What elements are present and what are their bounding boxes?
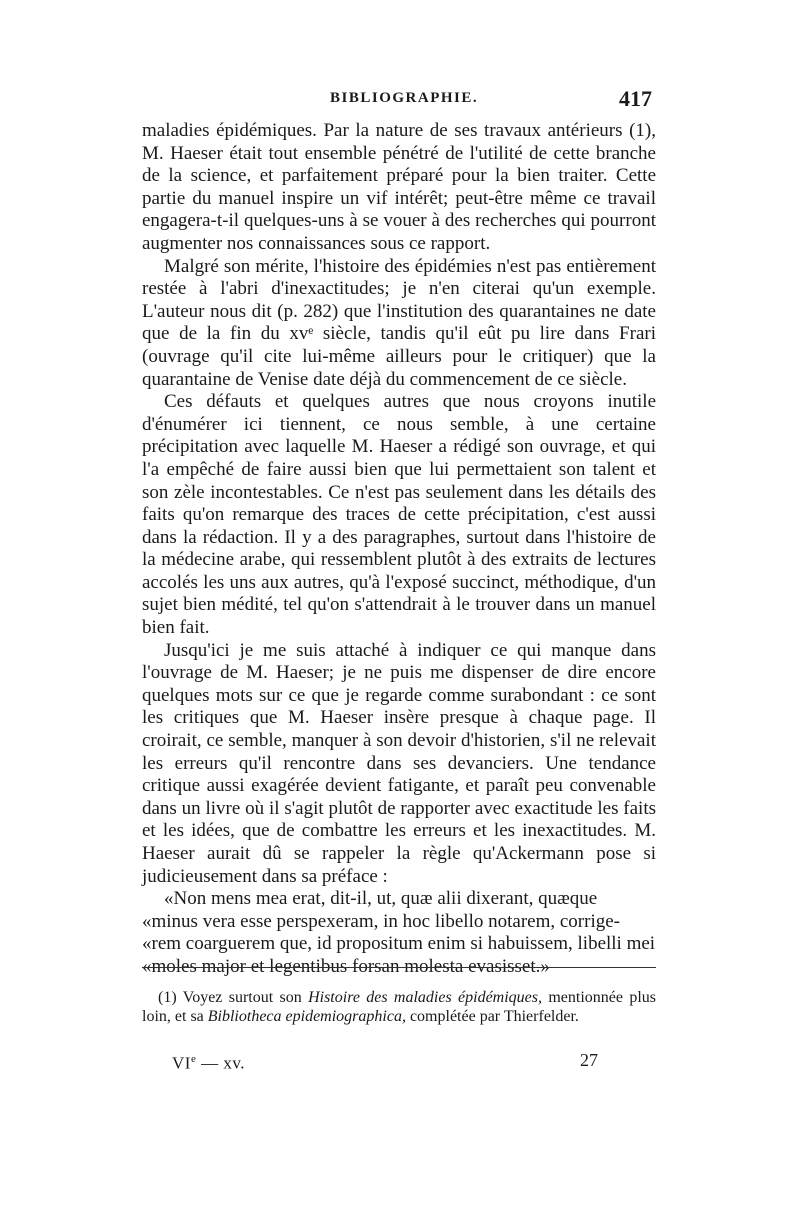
running-head: BIBLIOGRAPHIE. <box>330 90 479 106</box>
page-header <box>140 86 660 116</box>
signature-number: 27 <box>580 1050 598 1070</box>
page-number: 417 <box>619 86 652 111</box>
quote-line: «Non mens mea erat, dit-il, ut, quæ alii dixerant, quæque <box>164 888 598 910</box>
paragraph: maladies épidémiques. Par la nature de ses travaux antérieurs (1), M. Haeser était tout ensemble pénétré de l'utilité de cette branche de la science, et parfaitement préparé pour la bien traiter. Cette partie du manuel inspire un vif intérêt; peut-être même ce travail engagera-t-il quelques-uns à se vouer à des recherches qui pourront augmenter nos connaissances sous ce rapport. <box>142 120 656 254</box>
latin-quote <box>142 888 656 978</box>
signature-sheet-sup: e <box>190 1053 197 1065</box>
paragraph: Jusqu'ici je me suis attaché à indiquer ce qui manque dans l'ouvrage de M. Haeser; je ne puis me dispenser de dire encore quelques mots sur ce que je regarde comme surabondant : ce sont les critiques que M. Haeser insère presque à chaque page. Il croirait, ce semble, manquer à son devoir d'historien, s'il ne relevait les erreurs qu'il rencontre dans ses devanciers. Une tendance critique aussi exagérée devient fatigante, et paraît peu convenable dans un livre où il s'agit plutôt de rapporter avec exactitude les faits et les idées, que de combattre les erreurs et les inexactitudes. M. Haeser aurait dû se rappeler la règle qu'Ackermann pose si judicieusement dans sa préface : <box>142 639 656 887</box>
footnote-divider <box>142 967 656 968</box>
main-text <box>142 120 656 979</box>
footnote-prefix: (1) Voyez surtout son <box>158 989 309 1006</box>
quote-line: «rem coarguerem que, id propositum enim si habuissem, libelli mei <box>142 933 656 955</box>
signature-mark <box>172 1053 245 1074</box>
paragraph: Ces défauts et quelques autres que nous croyons inutile d'énumérer ici tiennent, ce nous semble, à une certaine précipitation avec laquelle M. Haeser a rédigé son ouvrage, et qui l'a empêché de faire aussi bien que lui permettaient son talent et son zèle incontestables. Ce n'est pas seulement dans les détails des faits qu'on remarque des traces de cette précipitation, c'est aussi dans la rédaction. Il y a des paragraphes, surtout dans l'histoire de la médecine arabe, qui ressemblent plutôt à des extraits de lectures accolés les uns aux autres, qu'à l'exposé succinct, méthodique, d'un sujet bien médité, tel qu'on s'attendrait à le trouver dans un manuel bien fait. <box>142 391 656 639</box>
paragraph: Malgré son mérite, l'histoire des épidémies n'est pas entièrement restée à l'abri d'inexactitudes; je n'en citerai qu'un exemple. L'auteur nous dit (p. 282) que l'institution des quarantaines ne date que de la fin du xvᵉ siècle, tandis qu'il eût pu lire dans Frari (ouvrage qu'il cite lui-même ailleurs pour le critiquer) que la quarantaine de Venise date déjà du commencement de ce siècle. <box>142 255 656 390</box>
footnote-suffix: complétée par Thierfelder. <box>405 1008 579 1025</box>
quote-line: «minus vera esse perspexeram, in hoc libello notarem, corrige- <box>142 910 620 932</box>
signature-volume: — xv. <box>196 1053 245 1073</box>
footnote-title-2: Bibliotheca epidemiographica, <box>207 1008 406 1025</box>
footnote <box>142 988 656 1026</box>
quote-line: «moles major et legentibus forsan molesta evasisset.» <box>142 955 550 977</box>
signature-sheet: VI <box>172 1053 191 1073</box>
footnote-title-1: Histoire des maladies épidémiques, <box>308 989 543 1006</box>
footnote-middle: mentionnée plus loin, et sa <box>142 989 656 1025</box>
